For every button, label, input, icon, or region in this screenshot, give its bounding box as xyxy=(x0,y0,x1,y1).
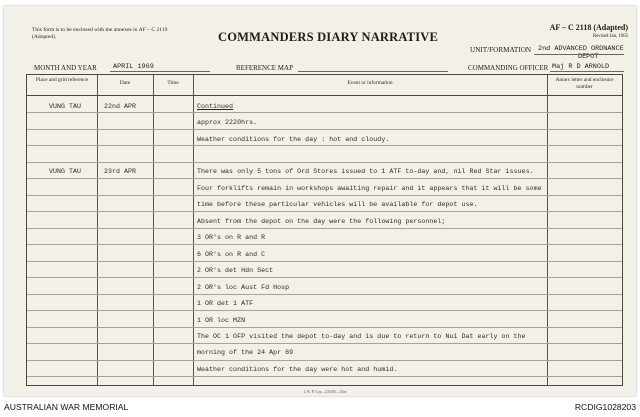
entry-text: The OC 1 OFP visited the depot to-day and is due to return to Nui Dat early on the xyxy=(197,333,526,340)
col-place: Place and grid reference xyxy=(35,77,89,83)
entry-text: 1 OR loc MZN xyxy=(197,317,246,324)
entry-place: VUNG TAU xyxy=(49,168,82,175)
col-event: Event or information xyxy=(347,80,393,86)
month-year-label: MONTH AND YEAR xyxy=(34,64,97,72)
form-revised: Revised Jan, 1965 xyxy=(592,34,628,39)
col-divider xyxy=(547,75,548,385)
ruled-line xyxy=(27,261,622,262)
entry-text: Weather conditions for the day : hot and cloudy. xyxy=(197,136,390,143)
entry-date: 22nd APR xyxy=(104,103,137,110)
form-title: COMMANDERS DIARY NARRATIVE xyxy=(218,30,439,44)
entry-place: VUNG TAU xyxy=(49,103,82,110)
ruled-line xyxy=(27,244,622,245)
commanding-officer-label: COMMANDING OFFICER xyxy=(468,64,549,72)
ruled-line xyxy=(27,195,622,196)
ruled-line xyxy=(27,294,622,295)
entry-date: 23rd APR xyxy=(104,168,137,175)
ruled-line xyxy=(27,129,622,130)
archive-credit: AUSTRALIAN WAR MEMORIAL xyxy=(4,402,129,412)
col-divider xyxy=(153,75,154,385)
entry-text: approx 2220hrs. xyxy=(197,119,258,126)
col-divider xyxy=(97,75,98,385)
month-year-value: APRIL 1969 xyxy=(113,63,154,71)
month-underline xyxy=(110,71,210,72)
col-time: Time xyxy=(167,80,179,86)
entry-text: 2 OR's loc Aust Fd Hosp xyxy=(197,284,290,291)
ruled-line xyxy=(27,327,622,328)
ruled-line xyxy=(27,277,622,278)
unit-value: 2nd ADVANCED ORDNANCE xyxy=(538,45,624,53)
entry-text: Continued xyxy=(197,103,234,110)
col-date: Date xyxy=(119,80,131,86)
ruled-line xyxy=(27,343,622,344)
entry-text: Absent from the depot on the day were the following personnel; xyxy=(197,218,446,225)
form-code: AF – C 2118 (Adapted) xyxy=(549,23,628,32)
ruled-line xyxy=(27,310,622,311)
col-annex: Annex letter and enclosure number xyxy=(555,77,614,90)
ruled-line xyxy=(27,211,622,212)
printer-imprint: I. B. P. Coy—235/65—35m xyxy=(304,390,347,394)
cmd-underline xyxy=(550,71,624,72)
entry-text: Weather conditions for the day were hot and humid. xyxy=(197,366,398,373)
archive-id: RCDIG1028203 xyxy=(574,402,636,412)
ruled-line xyxy=(27,228,622,229)
entry-text: Four forklifts remain in workshops awaiting repair and it appears that it will be some xyxy=(197,185,542,192)
unit-underline xyxy=(534,54,624,55)
col-divider xyxy=(193,75,194,385)
reference-map-label: REFERENCE MAP xyxy=(236,64,293,72)
ruled-line xyxy=(27,178,622,179)
entry-text: There was only 5 tons of Ord Stores issued to 1 ATF to-day and, nil Red Star issues. xyxy=(197,168,534,175)
entry-text: 3 OR's on R and R xyxy=(197,234,266,241)
ruled-line xyxy=(27,112,622,113)
entry-text: time before these particular vehicles will be available for depot use. xyxy=(197,201,478,208)
ruled-line xyxy=(27,145,622,146)
ruled-line xyxy=(27,376,622,377)
form-instruction: This form is to be enclosed with the annexes in AF – C 2119 (Adopted). xyxy=(32,27,168,40)
diary-sheet xyxy=(4,6,636,396)
reference-map-underline xyxy=(298,71,448,72)
entry-text: 2 OR's det Hdn Sect xyxy=(197,267,274,274)
commanding-officer-value: Maj R D ARNOLD xyxy=(552,63,610,71)
header-divider xyxy=(27,95,622,96)
entry-text: 6 OR's on R and C xyxy=(197,251,266,258)
unit-label: UNIT/FORMATION xyxy=(470,46,532,54)
entry-text: morning of the 24 Apr 69 xyxy=(197,349,294,356)
entry-text: 1 OR det 1 ATF xyxy=(197,300,254,307)
diary-table xyxy=(26,74,623,386)
ruled-line xyxy=(27,360,622,361)
unit-value-line2: DEPOT xyxy=(578,53,599,61)
ruled-line xyxy=(27,162,622,163)
